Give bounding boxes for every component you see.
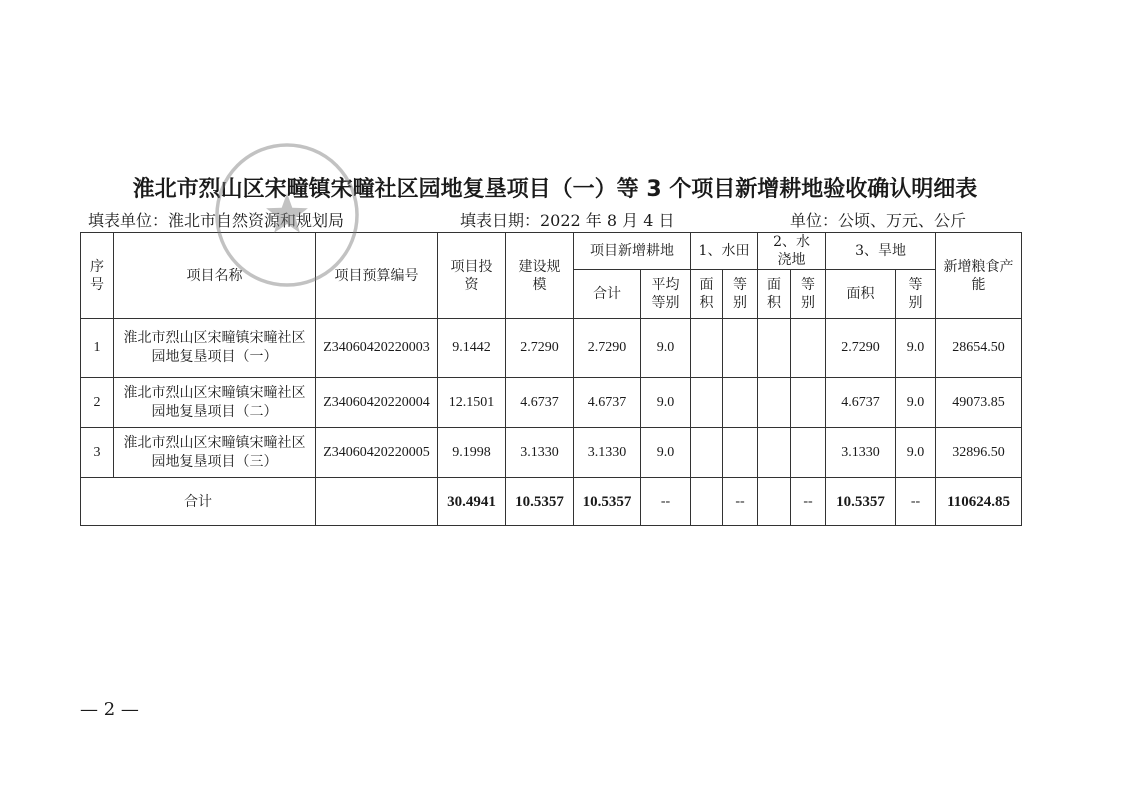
header-paddy-grade-label: 等别 <box>733 277 747 311</box>
cell-paddy-area <box>691 478 723 526</box>
cell-paddy-area <box>691 378 723 428</box>
cell-new-farmland-total: 2.7290 <box>574 319 641 378</box>
header-subtotal-label: 合计 <box>593 286 621 302</box>
cell-paddy-grade <box>723 319 758 378</box>
cell-paddy-grade: -- <box>723 478 758 526</box>
header-dry-label: 3、旱地 <box>855 243 906 259</box>
cell-scale: 10.5357 <box>506 478 574 526</box>
header-irrigated-grade <box>791 270 826 319</box>
cell-paddy-grade <box>723 428 758 478</box>
cell-paddy-area <box>691 319 723 378</box>
cell-new-farmland-total: 10.5357 <box>574 478 641 526</box>
cell-scale: 3.1330 <box>506 428 574 478</box>
cell-avg-grade: 9.0 <box>641 378 691 428</box>
cell-investment: 9.1442 <box>438 319 506 378</box>
header-avg-grade <box>641 270 691 319</box>
cell-scale: 2.7290 <box>506 319 574 378</box>
header-paddy-area <box>691 270 723 319</box>
cell-grain-capacity: 110624.85 <box>936 478 1022 526</box>
cell-investment: 30.4941 <box>438 478 506 526</box>
document-title: 淮北市烈山区宋疃镇宋疃社区园地复垦项目（一）等 3 个项目新增耕地验收确认明细表 <box>132 177 978 202</box>
cell-investment: 9.1998 <box>438 428 506 478</box>
project-name-text: 淮北市烈山区宋疃镇宋疃社区园地复垦项目（一） <box>123 330 306 365</box>
cell-grain-capacity: 28654.50 <box>936 319 1022 378</box>
header-paddy-area-label: 面积 <box>699 277 714 311</box>
cell-dry-area: 4.6737 <box>826 378 896 428</box>
cell-irrigated-grade <box>791 378 826 428</box>
header-irrigated-area-label: 面积 <box>767 277 781 311</box>
fill-date: 填表日期：2022 年 8 月 4 日 <box>460 211 675 230</box>
cell-irrigated-grade: -- <box>791 478 826 526</box>
header-paddy-grade <box>723 270 758 319</box>
cell-seq: 2 <box>81 378 114 428</box>
header-investment-label: 项目投资 <box>450 258 493 293</box>
header-seq <box>81 233 114 319</box>
header-seq-label: 序号 <box>89 258 104 293</box>
cell-scale: 4.6737 <box>506 378 574 428</box>
header-grain-capacity-label: 新增粮食产能 <box>943 258 1014 293</box>
cell-irrigated-area <box>758 478 791 526</box>
cell-budget-code <box>316 478 438 526</box>
table-row <box>81 319 1022 378</box>
header-grain-capacity <box>936 233 1022 319</box>
cell-budget-code: Z34060420220003 <box>316 319 438 378</box>
unit-note: 单位：公顷、万元、公斤 <box>790 211 967 230</box>
cell-dry-area: 10.5357 <box>826 478 896 526</box>
cell-seq: 1 <box>81 319 114 378</box>
table-row <box>81 378 1022 428</box>
cell-seq: 3 <box>81 428 114 478</box>
cell-total-label: 合计 <box>81 478 316 526</box>
header-dry-grade <box>896 270 936 319</box>
cell-project-name <box>114 428 316 478</box>
cell-new-farmland-total: 4.6737 <box>574 378 641 428</box>
fill-unit: 填表单位：淮北市自然资源和规划局 <box>88 211 345 230</box>
cell-avg-grade: -- <box>641 478 691 526</box>
header-avg-grade-label: 平均等别 <box>651 277 680 311</box>
header-dry-grade-label: 等别 <box>908 277 923 311</box>
cell-irrigated-area <box>758 378 791 428</box>
cell-paddy-area <box>691 428 723 478</box>
header-dry-area-label: 面积 <box>846 286 875 302</box>
cell-dry-grade: 9.0 <box>896 428 936 478</box>
cell-project-name <box>114 378 316 428</box>
cell-grain-capacity: 49073.85 <box>936 378 1022 428</box>
header-irrigated-label: 2、水浇地 <box>773 234 810 268</box>
header-new-farmland <box>574 233 691 270</box>
cell-avg-grade: 9.0 <box>641 319 691 378</box>
header-paddy <box>691 233 758 270</box>
cell-paddy-grade <box>723 378 758 428</box>
cell-budget-code: Z34060420220004 <box>316 378 438 428</box>
header-project-name <box>114 233 316 319</box>
header-irrigated-grade-label: 等别 <box>801 277 816 311</box>
cell-irrigated-grade <box>791 428 826 478</box>
cell-dry-area: 2.7290 <box>826 319 896 378</box>
cell-grain-capacity: 32896.50 <box>936 428 1022 478</box>
cell-dry-grade: 9.0 <box>896 378 936 428</box>
cell-irrigated-grade <box>791 319 826 378</box>
header-irrigated <box>758 233 826 270</box>
cell-irrigated-area <box>758 319 791 378</box>
header-dry-area <box>826 270 896 319</box>
header-scale-label: 建设规模 <box>518 258 561 293</box>
cell-avg-grade: 9.0 <box>641 428 691 478</box>
total-row <box>81 478 1022 526</box>
header-row-1 <box>81 233 1022 270</box>
page-number: — 2 — <box>80 699 139 720</box>
table-row <box>81 428 1022 478</box>
cell-investment: 12.1501 <box>438 378 506 428</box>
farmland-acceptance-table <box>80 232 1022 526</box>
project-name-text: 淮北市烈山区宋疃镇宋疃社区园地复垦项目（二） <box>123 384 306 420</box>
cell-budget-code: Z34060420220005 <box>316 428 438 478</box>
header-dry <box>826 233 936 270</box>
cell-dry-grade: -- <box>896 478 936 526</box>
project-name-text: 淮北市烈山区宋疃镇宋疃社区园地复垦项目（三） <box>123 434 306 470</box>
header-subtotal <box>574 270 641 319</box>
header-scale <box>506 233 574 319</box>
header-budget-code-label: 项目预算编号 <box>334 267 419 284</box>
cell-irrigated-area <box>758 428 791 478</box>
header-paddy-label: 1、水田 <box>698 243 750 259</box>
header-irrigated-area <box>758 270 791 319</box>
header-new-farmland-label: 项目新增耕地 <box>590 243 674 259</box>
cell-project-name <box>114 319 316 378</box>
header-budget-code <box>316 233 438 319</box>
header-project-name-label: 项目名称 <box>186 267 243 284</box>
cell-dry-grade: 9.0 <box>896 319 936 378</box>
cell-dry-area: 3.1330 <box>826 428 896 478</box>
cell-new-farmland-total: 3.1330 <box>574 428 641 478</box>
header-investment <box>438 233 506 319</box>
